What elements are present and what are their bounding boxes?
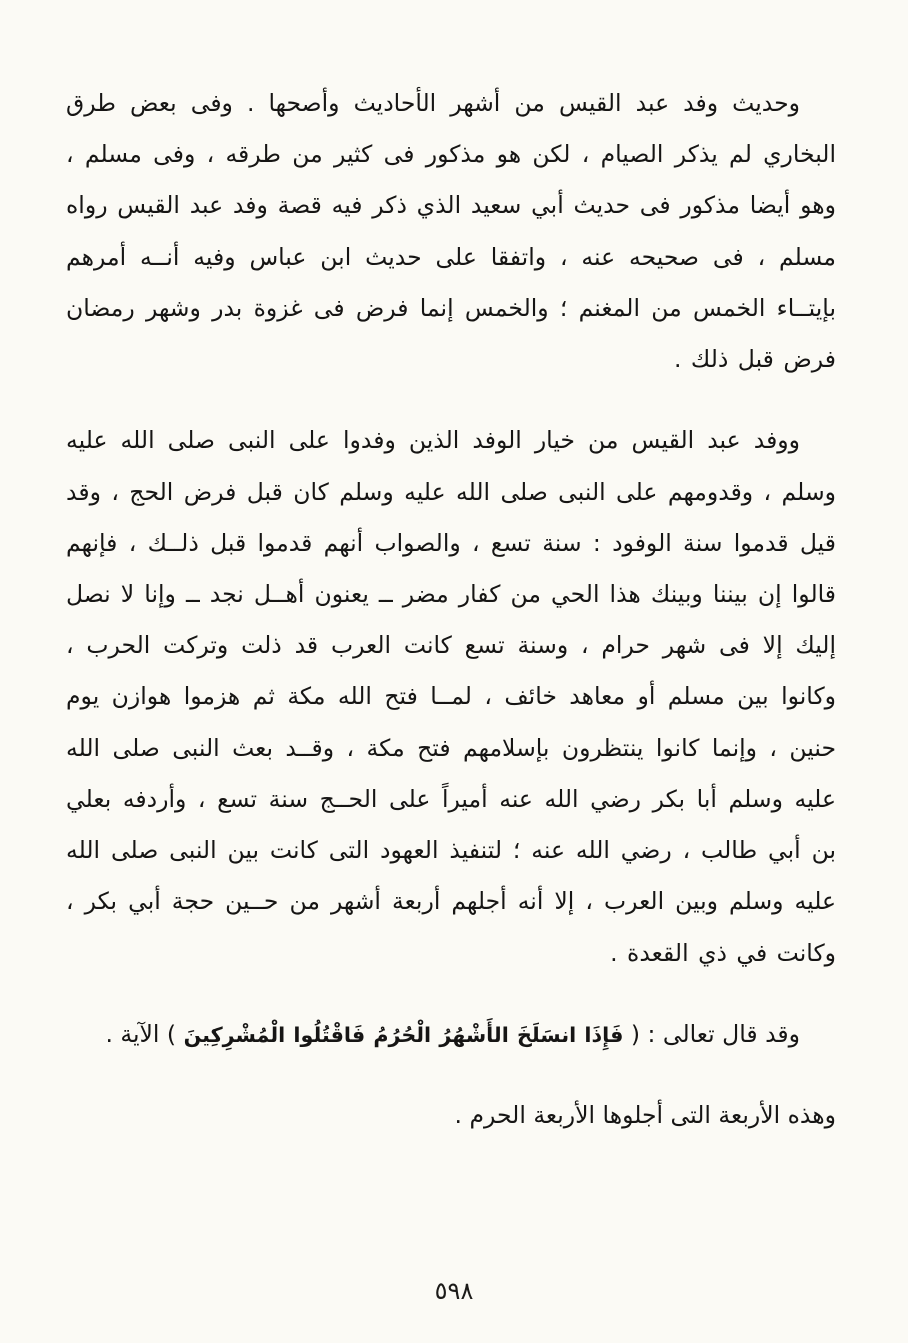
quran-verse: فَإِذَا انسَلَخَ الأَشْهُرُ الْحُرُمُ فَاقْتُلُوا الْمُشْرِكِينَ — [183, 1022, 624, 1047]
closing-sentence: وهذه الأربعة التى أجلوها الأربعة الحرم . — [454, 1100, 836, 1129]
paragraph-1: وحديث وفد عبد القيس من أشهر الأحاديث وأصحها . وفى بعض طرق البخاري لم يذكر الصيام ، لكن هو مذكور فى كثير من طرقه ، وفى مسلم ، وهو أيضا مذكور فى حديث أبي سعيد الذي ذكر فيه قصة وفد عبد القيس رواه مسلم ، فى صحيحه عنه ، واتفقا على حديث ابن عباس وفيه أنــه أمرهم بإيتــاء الخمس من المغنم ؛ والخمس إنما فرض فى غزوة بدر وشهر رمضان فرض قبل ذلك . — [66, 89, 836, 374]
quran-intro-text: وقد قال تعالى : ( — [623, 1019, 800, 1048]
page-number: ٥٩٨ — [434, 1277, 474, 1305]
paragraph-2: ووفد عبد القيس من خيار الوفد الذين وفدوا على النبى صلى الله عليه وسلم ، وقدومهم على النبى صلى الله عليه وسلم كان قبل فرض الحج ، وقد قيل قدموا سنة الوفود : سنة تسع ، والصواب أنهم قدموا قبل ذلــك ، فإنهم قالوا إن بيننا وبينك هذا الحي من كفار مضر ــ يعنون أهــل نجد ــ وإنا لا نصل إليك إلا فى شهر حرام ، وسنة تسع كانت العرب قد ذلت وتركت الحرب ، وكانوا بين مسلم أو معاهد خائف ، لمــا فتح الله مكة ثم هزموا هوازن يوم حنين ، وإنما كانوا ينتظرون بإسلامهم فتح مكة ، وقــد بعث النبى صلى الله عليه وسلم أبا بكر رضي الله عنه أميراً على الحــج سنة تسع ، وأردفه بعلي بن أبي طالب ، رضي الله عنه ؛ لتنفيذ العهود التى كانت بين النبى صلى الله عليه وسلم وبين العرب ، إلا أنه أجلهم أربعة أشهر من حــين حجة أبي بكر ، وكانت في ذي القعدة . — [66, 426, 836, 967]
quran-outro-text: ) الآية . — [105, 1019, 184, 1048]
text-block — [66, 78, 836, 1141]
quran-citation-line — [66, 1009, 836, 1060]
